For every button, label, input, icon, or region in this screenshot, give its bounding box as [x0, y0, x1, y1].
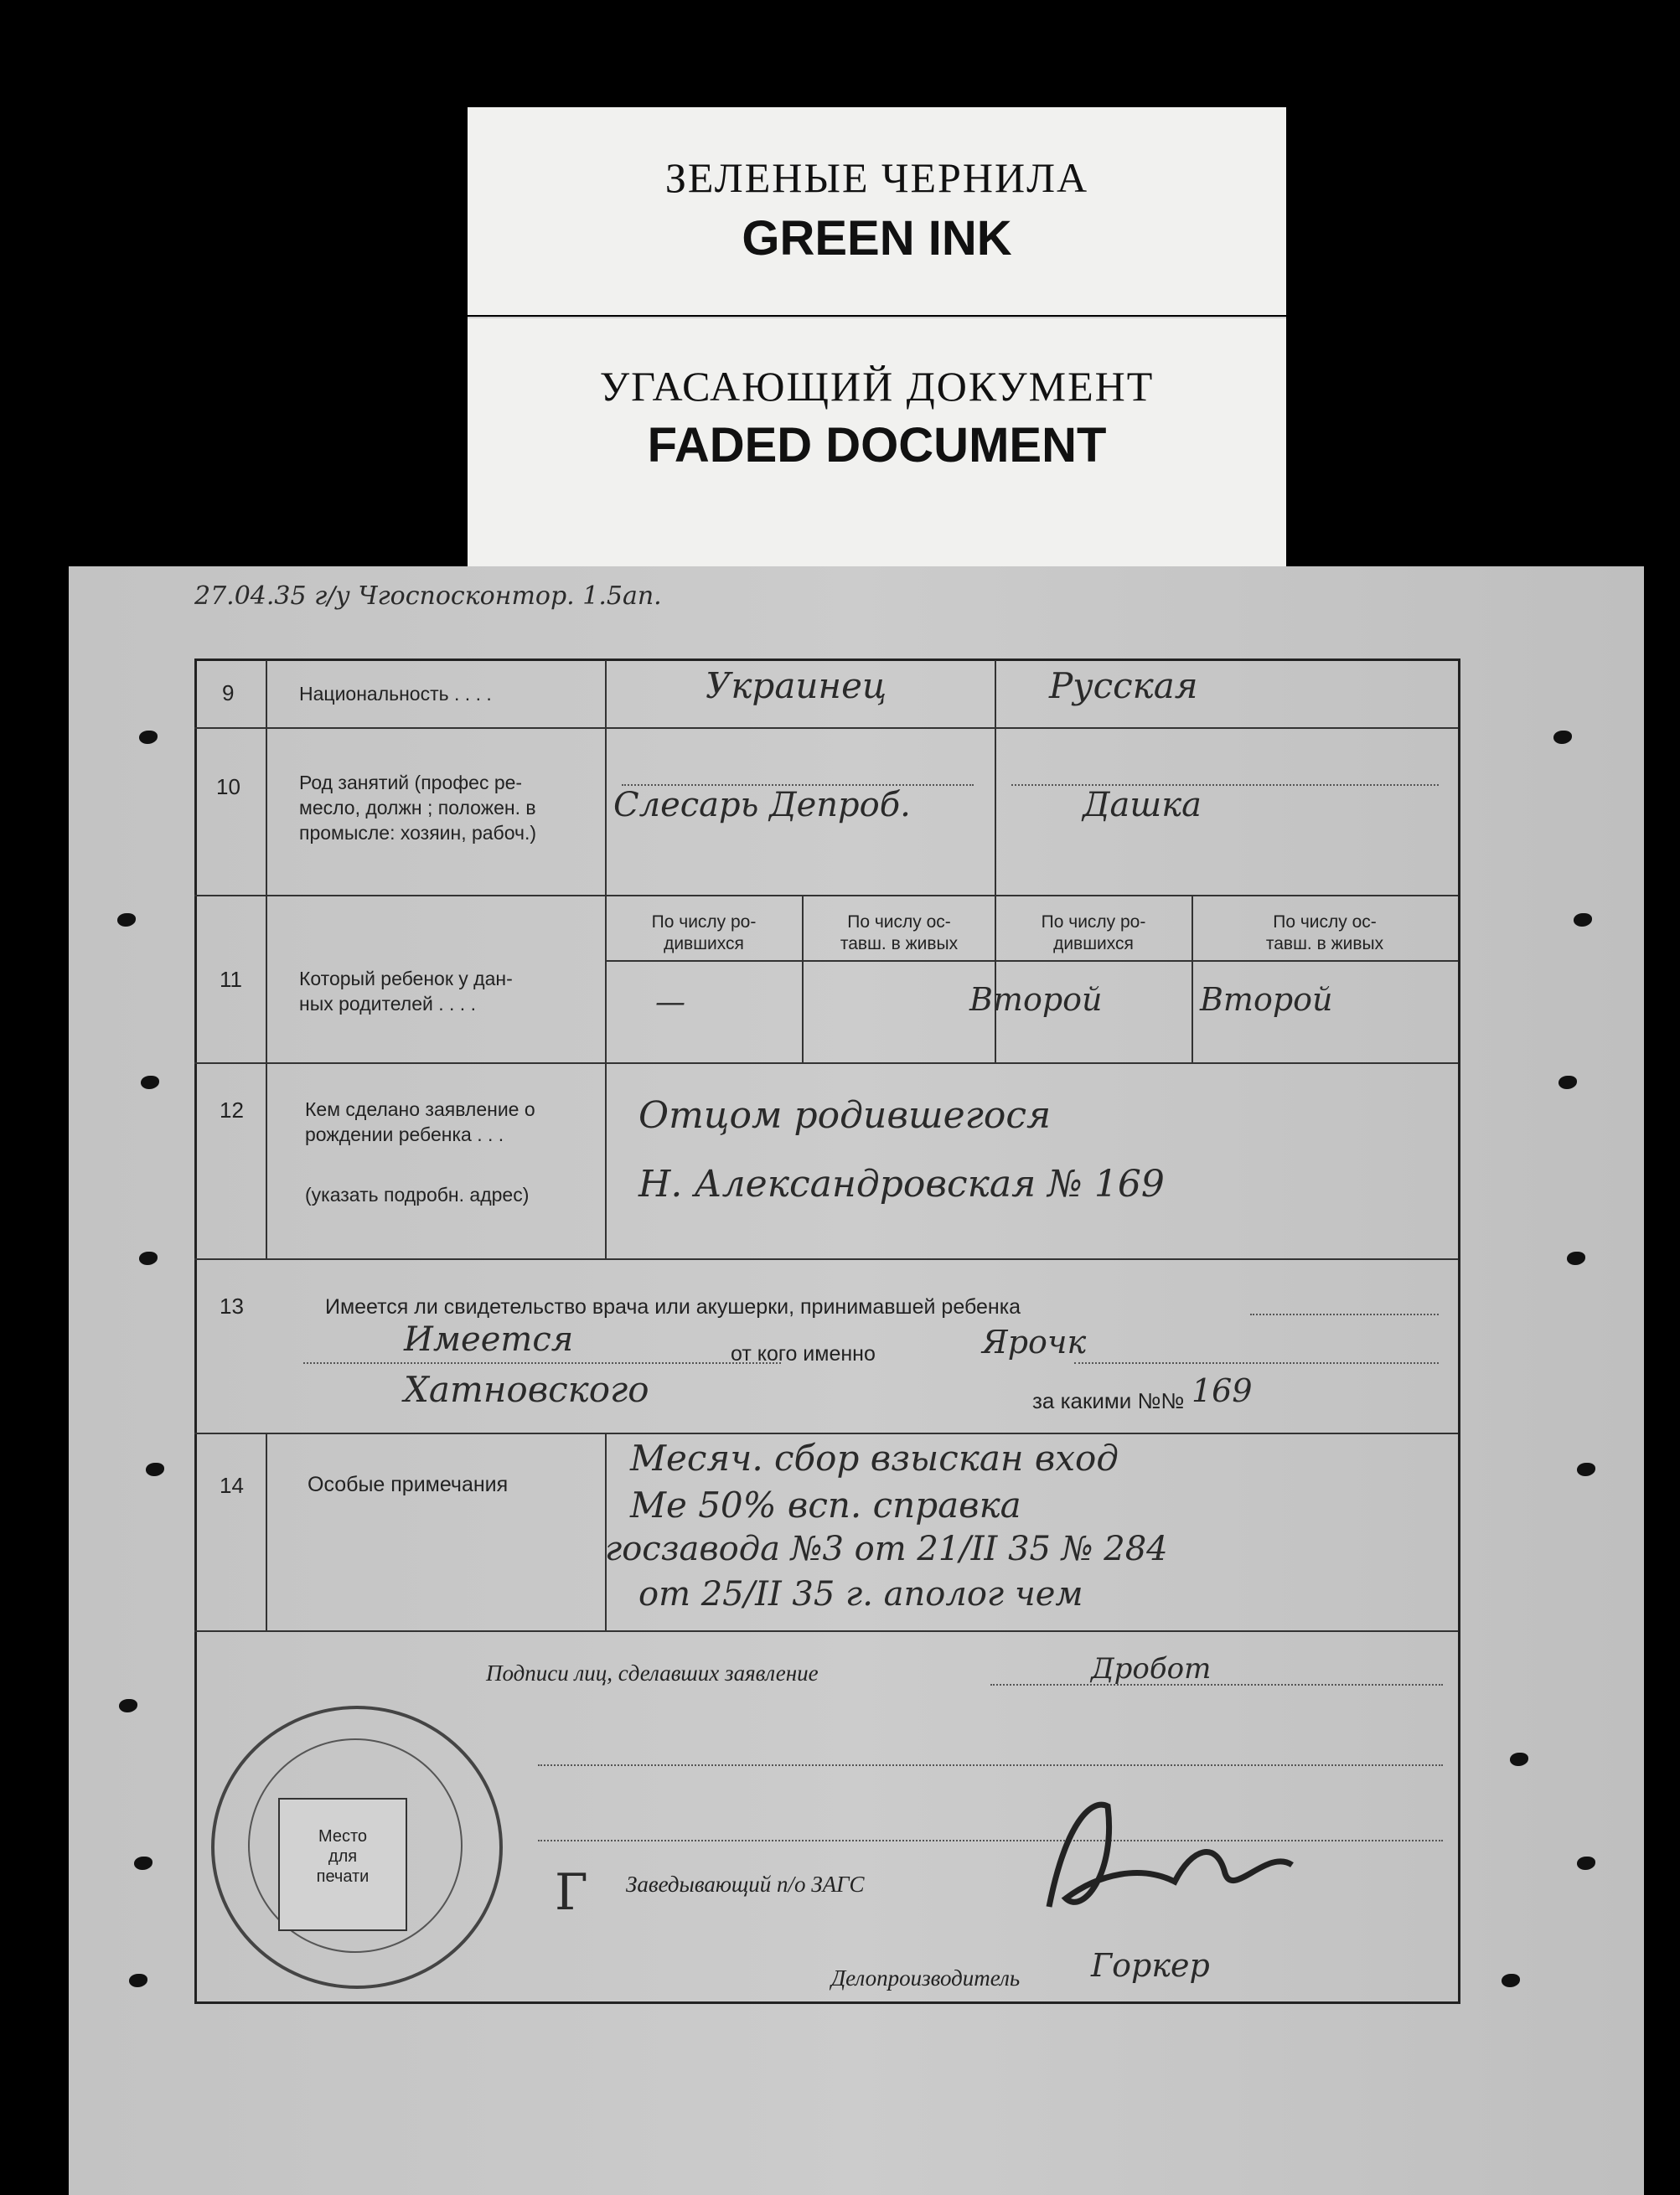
punch-hole: [1567, 1252, 1585, 1265]
faded-document-label-card: [468, 317, 1286, 570]
registry-head-signature: [1016, 1773, 1317, 1940]
mother-occupation: Дашка: [1083, 786, 1202, 824]
dotted-line: [538, 1764, 1443, 1766]
punch-hole: [134, 1857, 152, 1870]
punch-hole: [129, 1974, 147, 1987]
side-mark: Г: [555, 1863, 588, 1922]
header-living-mother: По числу ос- тавш. в живых: [1265, 912, 1384, 953]
punch-hole: [1559, 1076, 1577, 1089]
nationality-label: Национальность . . . .: [299, 683, 492, 705]
doctor-name: Хатновского: [404, 1369, 649, 1410]
header-separator: [605, 960, 1458, 962]
green-ink-label-card: [468, 107, 1286, 315]
child-order-label-2: ных родителей . . . .: [299, 993, 476, 1015]
declarant-label-1: Кем сделано заявление о: [305, 1098, 535, 1120]
row-number-13: 13: [220, 1294, 244, 1319]
father-occupation: Слесарь Депроб.: [613, 786, 911, 824]
living-mother-value: Второй: [1200, 981, 1333, 1018]
dotted-line: [990, 1684, 1443, 1686]
special-notes-line-2: Ме 50% всп. справка: [630, 1485, 1021, 1526]
seal-place-text: Место для печати: [316, 1827, 370, 1886]
punch-hole: [1510, 1753, 1528, 1766]
clerk-label: Делопроизводитель: [831, 1965, 1021, 1991]
faded-document-en: FADED DOCUMENT: [647, 418, 1107, 473]
occupation-label-2: месло, должн ; положен. в: [299, 797, 536, 819]
punch-hole: [1574, 913, 1592, 927]
applicant-signature-label: Подписи лиц, сделавших заявление: [486, 1660, 819, 1686]
row-separator: [194, 1433, 1458, 1434]
column-line: [605, 660, 607, 1258]
certificate-question: Имеется ли свидетельство врача или акушерки, принимавшей ребенка: [325, 1295, 1021, 1319]
faded-document-ru: УГАСАЮЩИЙ ДОКУМЕНТ: [599, 363, 1155, 410]
row-number-12: 12: [220, 1098, 244, 1123]
special-notes-label: Особые примечания: [308, 1473, 509, 1496]
punch-hole: [117, 913, 136, 927]
column-line: [266, 660, 267, 1258]
punch-hole: [139, 1252, 158, 1265]
punch-hole: [146, 1463, 164, 1476]
punch-hole: [141, 1076, 159, 1089]
seal-place-box: [278, 1798, 407, 1931]
punch-hole: [1577, 1857, 1595, 1870]
row-separator: [194, 895, 1458, 896]
clerk-signature: Горкер: [1091, 1947, 1210, 1984]
child-order-label-1: Который ребенок у дан-: [299, 968, 513, 989]
occupation-label-3: промысле: хозяин, рабоч.): [299, 822, 537, 844]
punch-hole: [139, 731, 158, 744]
father-nationality: Украинец: [706, 665, 887, 706]
column-line: [266, 1433, 267, 1630]
certificate-answer: Имеется: [404, 1320, 574, 1359]
special-notes-line-1: Месяч. сбор взыскан вход: [630, 1438, 1119, 1479]
declarant-label-2: рождении ребенка . . .: [305, 1123, 504, 1145]
row-separator: [194, 1630, 1458, 1632]
applicant-signature: Дробот: [1091, 1652, 1212, 1686]
header-living-father: По числу ос- тавш. в живых: [840, 912, 959, 953]
row-separator: [194, 727, 1458, 729]
punch-hole: [1553, 731, 1572, 744]
from-whom-label: от кого именно: [731, 1342, 876, 1366]
mother-nationality: Русская: [1049, 665, 1198, 706]
occupation-label-1: Род занятий (профес ре-: [299, 772, 523, 793]
dotted-line: [1011, 784, 1439, 786]
certificate-number: 169: [1192, 1372, 1253, 1409]
from-whom-value: Ярочк: [982, 1324, 1087, 1361]
declarant-line-2: Н. Александровская № 169: [638, 1163, 1165, 1206]
declarant-label-3: (указать подробн. адрес): [305, 1184, 530, 1206]
special-notes-line-4: от 25/II 35 г. аполог чем: [638, 1575, 1083, 1614]
document-sheet: [69, 566, 1644, 2195]
row-separator: [194, 1062, 1458, 1064]
header-born-mother: По числу ро- дившихся: [1041, 912, 1146, 953]
dotted-line: [1074, 1362, 1439, 1364]
dotted-line: [1250, 1314, 1439, 1315]
punch-hole: [119, 1699, 137, 1712]
row-number-9: 9: [222, 680, 235, 705]
header-born-father: По числу ро- дившихся: [651, 912, 757, 953]
row-number-11: 11: [220, 967, 242, 992]
green-ink-en: GREEN INK: [742, 211, 1012, 266]
green-ink-ru: ЗЕЛЕНЫЕ ЧЕРНИЛА: [664, 154, 1089, 201]
special-notes-line-3: госзавода №3 от 21/II 35 № 284: [605, 1530, 1168, 1568]
dotted-line: [303, 1362, 781, 1364]
born-mother-value: Второй: [969, 981, 1103, 1018]
punch-hole: [1577, 1463, 1595, 1476]
row-separator: [194, 1258, 1458, 1260]
born-father-value: —: [655, 985, 685, 1020]
top-handwritten-note: 27.04.35 г/у Чгоспосконтор. 1.5ап.: [194, 581, 662, 611]
punch-hole: [1502, 1974, 1520, 1987]
row-number-14: 14: [220, 1473, 244, 1498]
declarant-line-1: Отцом родившегося: [638, 1094, 1052, 1137]
row-number-10: 10: [216, 774, 240, 799]
registry-head-label: Заведывающий п/о ЗАГС: [626, 1872, 865, 1897]
certificate-number-label: за какими №№: [1032, 1388, 1185, 1413]
